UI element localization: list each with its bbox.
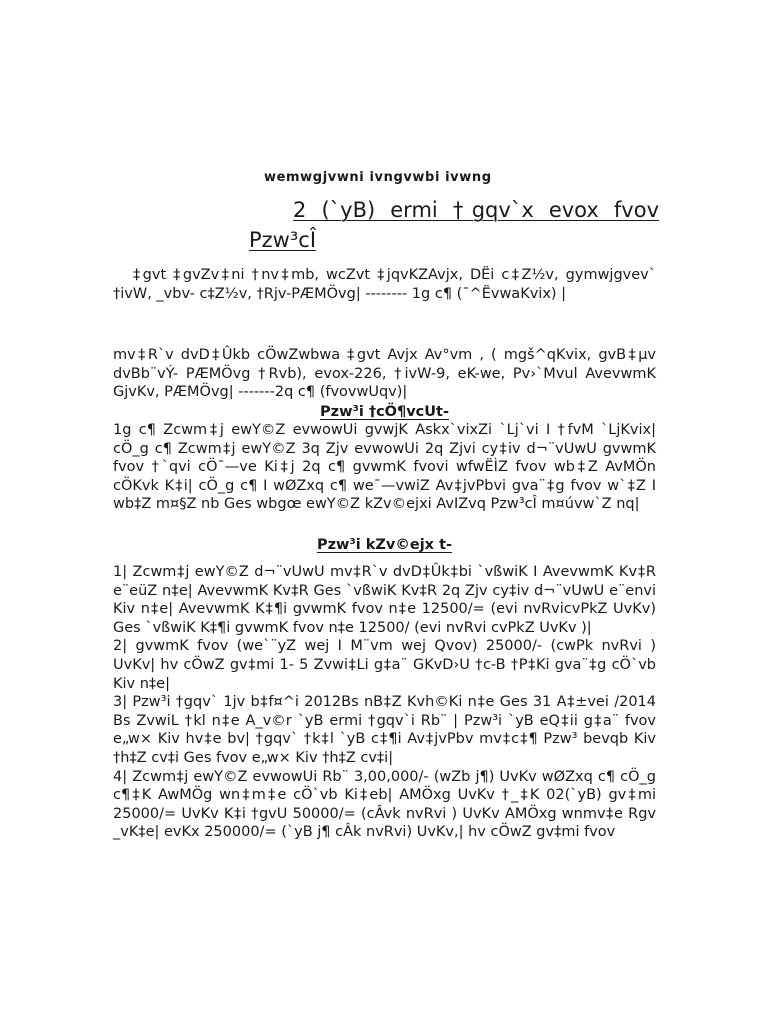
background-heading-text: Pzw³i †cÖ¶vcUt- — [320, 404, 449, 420]
background-paragraph — [113, 421, 656, 514]
terms-list — [113, 563, 656, 842]
terms-heading-text: Pzw³i kZv©ejx t- — [316, 537, 453, 553]
first-party-text: ‡gvt ‡gvZv‡ni †nv‡mb, wcZvt ‡jqvKZAvjx, DËi c‡Z½v, gymwjgvev` †ivW, _vbv- c‡Z½v, †Rjv-PÆMÖvg| -------- 1g c¶ (¯^ËvwaKvix) | — [113, 267, 656, 302]
term-item-4: 4| Zcwm‡j ewY©Z evwowUi Rb¨ 3,00,000/- (wZb j¶) UvKv wØZxq c¶ cÖ_g c¶‡K AwMÖg wn‡m‡e cÖ`vb Ki‡eb| AMÖxg UvKv †_‡K 02(`yB) gv‡mi 25000/= UvKv K‡i †gvU 50000/= (cÂvk nvRvi ) UvKv AMÖxg wnmv‡e Rgv _vK‡e| evKx 250000/= (`yB j¶ cÂk nvRvi) UvKv,| hv cÖwZ gv‡mi fvov — [113, 768, 656, 841]
title-line-1: 2 (`yB) ermi †gqv`x evox fvov — [293, 198, 659, 222]
document-title — [249, 195, 659, 255]
term-item-2: 2| gvwmK fvov (we`¨yZ wej I M¨vm wej Qvov) 25000/- (cwPk nvRvi ) UvKv| hv cÖwZ gv‡mi 1- 5 Zvwi‡Li g‡a¨ GKvD›U †c-B †P‡Ki gva¨‡g cÖ`vb Kiv n‡e| — [113, 638, 656, 692]
background-text: 1g c¶ Zcwm‡j ewY©Z evwowUi gvwjK Askx`vixZi `Lj`vi I †fvM `LjKvix| cÖ_g c¶ Zcwm‡j ewY©Z 3q Zjv evwowUi 2q Zjvi cy‡iv d¬¨vUwU gvwmK fvov †`qvi cÖ¯—ve Ki‡j 2q c¶ gvwmK fvovi wfwËÌZ fvov wb‡Z AvMÖn cÖKvk K‡i| cÖ_g c¶ I wØZxq c¶ we¯—vwiZ Av‡jvPbvi gva¨‡g fvov w`‡Z I wb‡Z m¤§Z nb Ges wbgœ ewY©Z kZv©ejxi AvIZvq Pzw³cÎ m¤úvw`Z nq| — [113, 422, 656, 513]
title-line-2: Pzw³cÎ — [249, 228, 317, 252]
second-party-text: mv‡R`v dvD‡Ûkb cÖwZwbwa ‡gvt Avjx Av°vm , ( mgš^qKvix, gvB‡µv dvBb¨vÝ- PÆMÖvg †Rvb), evox-226, †ivW-9, eK-we, Pv›`Mvul AvevwmK GjvKv, PÆMÖvg| -------2q c¶ (fvovwUqv)| — [113, 347, 656, 401]
background-heading — [113, 403, 656, 421]
terms-heading — [113, 536, 656, 554]
term-item-3: 3| Pzw³i †gqv` 1jv b‡f¤^i 2012Bs nB‡Z Kvh©Ki n‡e Ges 31 A‡±vei /2014 Bs ZvwiL †kl n‡e A_v©r `yB ermi †gqv`i Rb¨ | Pzw³i `yB eQ‡ii g‡a¨ fvov e„w× Kiv hv‡e bv| †gqv` †k‡l `yB c‡¶i Av‡jvPbv mv‡c‡¶ Pzw³ bevqb Kiv †h‡Z cv‡i Ges fvov e„w× Kiv †h‡Z cv‡i| — [113, 694, 656, 766]
document-header: wemwgjvwni ivngvwbi ivwng — [264, 170, 492, 185]
term-item-1: 1| Zcwm‡j ewY©Z d¬¨vUwU mv‡R`v dvD‡Ûk‡bi `vßwiK I AvevwmK Kv‡R e¨eüZ n‡e| AvevwmK Kv‡R Ges `vßwiK Kv‡R 2q Zjv cy‡iv d¬¨vUwU e¨envi Kiv n‡e| AvevwmK K‡¶i gvwmK fvov n‡e 12500/= (evi nvRvicvPkZ UvKv) Ges `vßwiK K‡¶i gvwmK fvov n‡e 12500/ (evi nvRvi cvPkZ UvKv )| — [113, 564, 656, 636]
first-party-paragraph — [113, 266, 656, 303]
second-party-paragraph — [113, 346, 656, 402]
